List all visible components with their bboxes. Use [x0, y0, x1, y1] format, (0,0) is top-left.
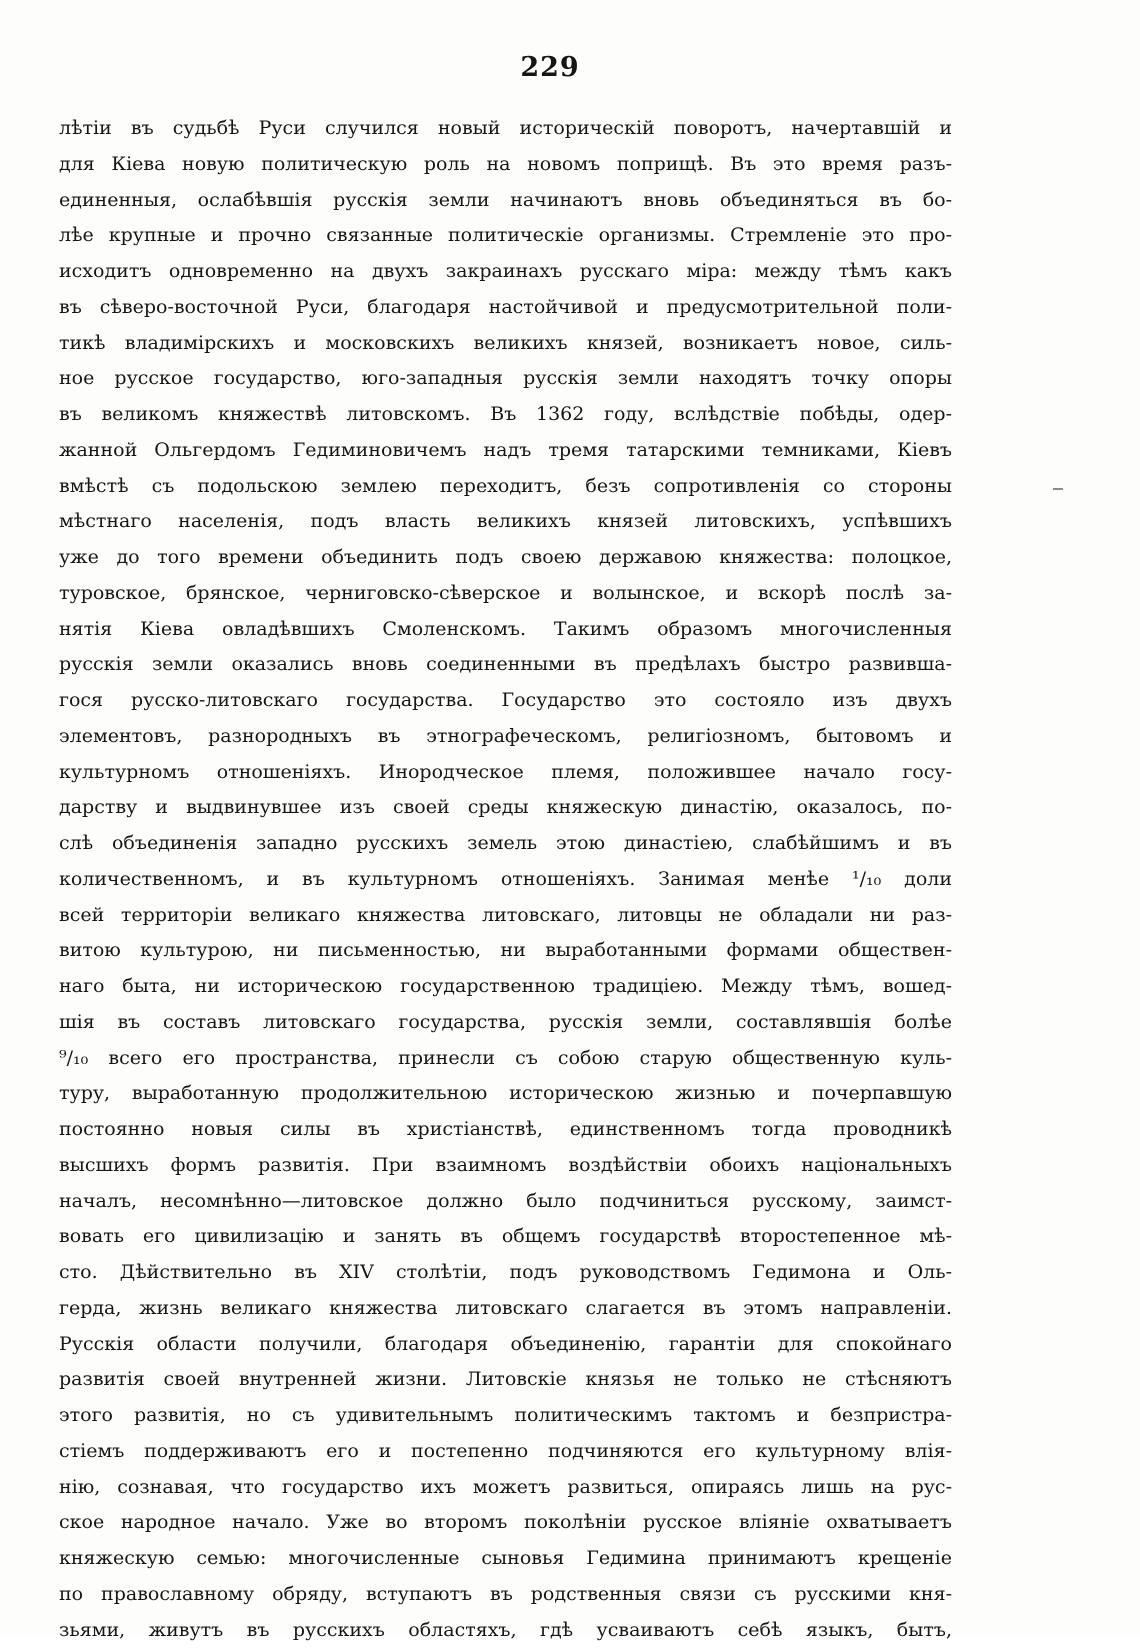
text-line: единенныя, ослабѣвшія русскія земли начинаютъ вновь объединяться въ бо-: [59, 183, 952, 219]
text-line: по православному обряду, вступаютъ въ родственныя связи съ русскими кня-: [59, 1577, 952, 1613]
page-number: 229: [0, 52, 1100, 83]
text-line: для Кіева новую политическую роль на новомъ поприщѣ. Въ это время разъ-: [59, 147, 952, 183]
text-line: жанной Ольгердомъ Гедиминовичемъ надъ тремя татарскими темниками, Кіевъ: [59, 433, 952, 469]
text-line: этого развитія, но съ удивительнымъ политическимъ тактомъ и безпристра-: [59, 1398, 952, 1434]
text-line: ное русское государство, юго-западныя русскія земли находятъ точку опоры: [59, 361, 952, 397]
text-line: элементовъ, разнородныхъ въ этнографеческомъ, религіозномъ, бытовомъ и: [59, 719, 952, 755]
text-line: герда, жизнь великаго княжества литовскаго слагается въ этомъ направленіи.: [59, 1291, 952, 1327]
text-line: постоянно новыя силы въ христіанствѣ, единственномъ тогда проводникѣ: [59, 1112, 952, 1148]
text-line: нію, сознавая, что государство ихъ можетъ развиться, опираясь лишь на рус-: [59, 1470, 952, 1506]
text-line: мѣстнаго населенія, подъ власть великихъ князей литовскихъ, успѣвшихъ: [59, 504, 952, 540]
text-line: наго быта, ни историческою государственною традиціею. Между тѣмъ, вошед-: [59, 969, 952, 1005]
text-line: дарству и выдвинувшее изъ своей среды княжескую династію, оказалось, по-: [59, 790, 952, 826]
text-line: туровское, брянское, черниговско-сѣверское и волынское, и вскорѣ послѣ за-: [59, 576, 952, 612]
text-line: развитія своей внутренней жизни. Литовскіе князья не только не стѣсняютъ: [59, 1362, 952, 1398]
text-line: тикѣ владимірскихъ и московскихъ великихъ князей, возникаетъ новое, силь-: [59, 326, 952, 362]
text-line: гося русско-литовскаго государства. Государство это состояло изъ двухъ: [59, 683, 952, 719]
text-line: въ великомъ княжествѣ литовскомъ. Въ 1362 году, вслѣдствіе побѣды, одер-: [59, 397, 952, 433]
text-line: количественномъ, и въ культурномъ отношеніяхъ. Занимая менѣе ¹/₁₀ доли: [59, 862, 952, 898]
text-line: нятія Кіева овладѣвшихъ Смоленскомъ. Такимъ образомъ многочисленныя: [59, 612, 952, 648]
text-line: исходитъ одновременно на двухъ закраинахъ русскаго міра: между тѣмъ какъ: [59, 254, 952, 290]
text-line: туру, выработанную продолжительною историческою жизнью и почерпавшую: [59, 1076, 952, 1112]
text-line: шія въ составъ литовскаго государства, русскія земли, составлявшія болѣе: [59, 1005, 952, 1041]
text-line: стіемъ поддерживаютъ его и постепенно подчиняются его культурному влія-: [59, 1434, 952, 1470]
text-line: ское народное начало. Уже во второмъ поколѣніи русское вліяніе охватываетъ: [59, 1505, 952, 1541]
text-line: сто. Дѣйствительно въ XIV столѣтіи, подъ руководствомъ Гедимона и Оль-: [59, 1255, 952, 1291]
text-line: уже до того времени объединить подъ своею державою княжества: полоцкое,: [59, 540, 952, 576]
text-line: витою культурою, ни письменностью, ни выработанными формами обществен-: [59, 933, 952, 969]
text-line: началъ, несомнѣнно—литовское должно было подчиниться русскому, заимст-: [59, 1184, 952, 1220]
text-line: всей территоріи великаго княжества литовскаго, литовцы не обладали ни раз-: [59, 898, 952, 934]
text-line: вовать его цивилизацію и занять въ общемъ государствѣ второстепенное мѣ-: [59, 1219, 952, 1255]
text-line: княжескую семью: многочисленные сыновья Гедимина принимаютъ крещеніе: [59, 1541, 952, 1577]
text-line: зьями, живутъ въ русскихъ областяхъ, гдѣ усваиваютъ себѣ языкъ, бытъ,: [59, 1613, 952, 1648]
text-line: ⁹/₁₀ всего его пространства, принесли съ собою старую общественную куль-: [59, 1041, 952, 1077]
text-line: лѣе крупные и прочно связанные политическіе организмы. Стремленіе это про-: [59, 218, 952, 254]
text-line: высшихъ формъ развитія. При взаимномъ воздѣйствіи обоихъ національныхъ: [59, 1148, 952, 1184]
text-line: вмѣстѣ съ подольскою землею переходитъ, безъ сопротивленія со стороны: [59, 469, 952, 505]
margin-mark: [1053, 488, 1063, 490]
text-line: въ сѣверо-восточной Руси, благодаря настойчивой и предусмотрительной поли-: [59, 290, 952, 326]
text-line: Русскія области получили, благодаря объединенію, гарантіи для спокойнаго: [59, 1327, 952, 1363]
text-line: лѣтіи въ судьбѣ Руси случился новый историческій поворотъ, начертавшій и: [59, 111, 952, 147]
body-text: [59, 111, 952, 1648]
text-line: русскія земли оказались вновь соединенными въ предѣлахъ быстро развивша-: [59, 647, 952, 683]
text-line: слѣ объединенія западно русскихъ земель этою династіею, слабѣйшимъ и въ: [59, 826, 952, 862]
text-line: культурномъ отношеніяхъ. Инородческое племя, положившее начало госу-: [59, 755, 952, 791]
